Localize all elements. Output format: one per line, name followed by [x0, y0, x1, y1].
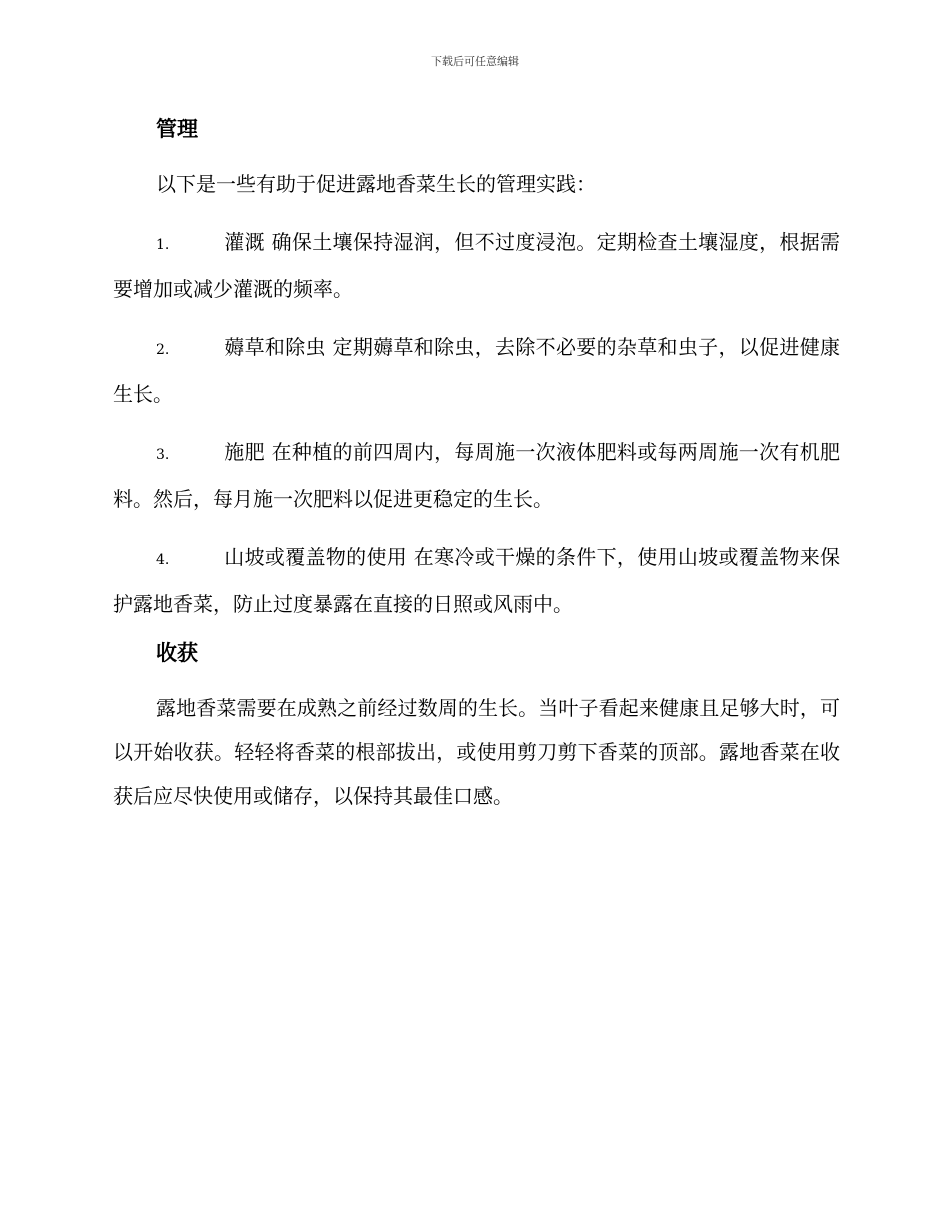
list-item-irrigation — [113, 220, 840, 311]
list-term: 施肥 — [224, 440, 265, 464]
list-text: 在寒冷或干燥的条件下，使用山坡或覆盖物来保护露地香菜，防止过度暴露在直接的日照或风雨中。 — [113, 545, 841, 616]
list-number: 4. — [156, 552, 170, 568]
list-number: 3. — [156, 447, 170, 463]
list-item-fertilizing — [113, 430, 840, 521]
document-body — [113, 110, 840, 818]
list-text: 定期薅草和除虫，去除不必要的杂草和虫子，以促进健康生长。 — [113, 335, 841, 406]
harvest-body: 露地香菜需要在成熟之前经过数周的生长。当叶子看起来健康且足够大时，可以开始收获。轻轻将香菜的根部拔出，或使用剪刀剪下香菜的顶部。露地香菜在收获后应尽快使用或储存，以保持其最佳口感。 — [113, 696, 840, 808]
section-title-harvest: 收获 — [156, 641, 198, 665]
list-number: 2. — [156, 342, 170, 358]
management-intro: 以下是一些有助于促进露地香菜生长的管理实践： — [156, 172, 596, 196]
list-text: 在种植的前四周内，每周施一次液体肥料或每两周施一次有机肥料。然后，每月施一次肥料以促进更稳定的生长。 — [113, 440, 841, 511]
list-term: 灌溉 — [224, 230, 265, 254]
page-header-note: 下载后可任意编辑 — [431, 55, 519, 68]
list-number: 1. — [156, 237, 170, 253]
list-item-mulch — [113, 535, 840, 626]
section-title-management: 管理 — [156, 117, 198, 141]
list-term: 薅草和除虫 — [224, 335, 326, 359]
list-item-weeding — [113, 325, 840, 416]
list-term: 山坡或覆盖物的使用 — [224, 545, 408, 569]
list-text: 确保土壤保持湿润，但不过度浸泡。定期检查土壤湿度，根据需要增加或减少灌溉的频率。 — [113, 230, 841, 301]
